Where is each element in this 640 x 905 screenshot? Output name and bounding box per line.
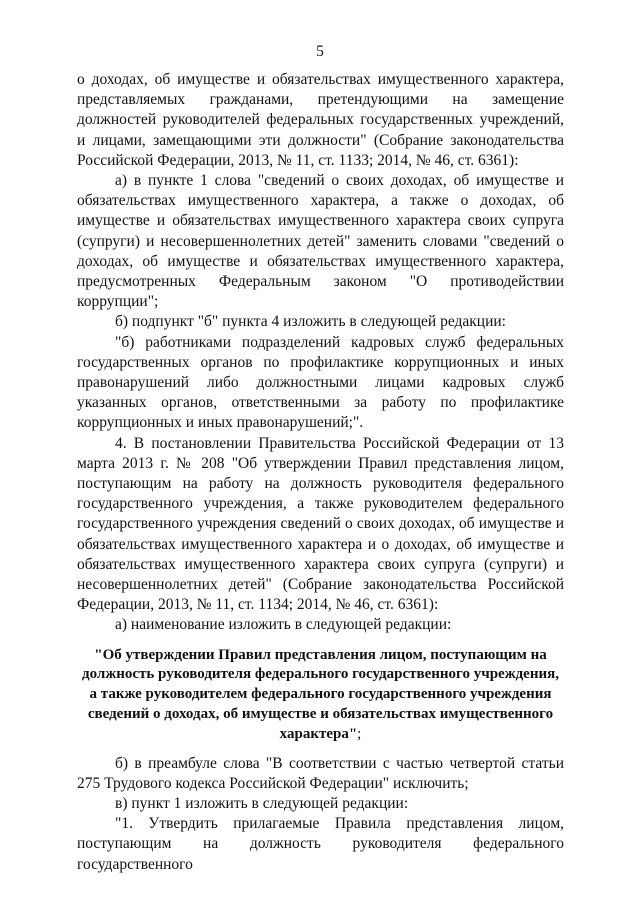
page-number: 5 (316, 43, 324, 60)
paragraph-item-a-title: а) наименование изложить в следующей редакции: (115, 616, 452, 634)
paragraph-item-b-subpoint: б) подпункт "б" пункта 4 изложить в следующей редакции: (115, 313, 506, 331)
new-title-block (77, 646, 564, 745)
new-title-text: "Об утверждении Правил представления лицом, поступающим на должность руководителя федерального государственного учреждения, а также руководителем федерального государственного учреждения сведений о доходах, об имуществе и обязательствах имущественного характера" (82, 646, 559, 742)
document-body (77, 70, 564, 875)
paragraph-item-v-point-1: в) пункт 1 изложить в следующей редакции: (115, 795, 409, 813)
paragraph-continuation: о доходах, об имуществе и обязательствах имущественного характера, представляемых гражданами, претендующими на замещение должностей руководителей федеральных государственных учреждений, и лицами, замещающими эти должности" (Собрание законодательства Российской Федерации, 2013, № 11, ст. 1133; 2014, № 46, ст. 6361): (77, 71, 564, 169)
paragraph-quoted-point-1: "1. Утвердить прилагаемые Правила представления лицом, поступающим на должность руководителя федерального государственного (77, 815, 564, 873)
paragraph-section-4: 4. В постановлении Правительства Российской Федерации от 13 марта 2013 г. № 208 "Об утверждении Правил представления лицом, поступающим на работу на должность руководителя федерального государственного учреждения, а также руководителем федерального государственного учреждения сведений о своих доходах, об имуществе и обязательствах имущественного характера и о доходах, об имуществе и обязательствах имущественного характера своих супруга (супруги) и несовершеннолетних детей" (Собрание законодательства Российской Федерации, 2013, № 11, ст. 1134; 2014, № 46, ст. 6361): (77, 434, 564, 614)
paragraph-item-b-preamble: б) в преамбуле слова "В соответствии с частью четвертой статьи 275 Трудового кодекса Российской Федерации" исключить; (77, 754, 564, 792)
new-title-punctuation: ; (357, 725, 362, 742)
paragraph-item-a-point-1: а) в пункте 1 слова "сведений о своих доходах, об имуществе и обязательствах имущественного характера, а также о доходах, об имуществе и обязательствах имущественного характера своих супруга (супруги) и несовершеннолетних детей" заменить словами "сведений о доходах, об имуществе и обязательствах имущественного характера, предусмотренных Федеральным законом "О противодействии коррупции"; (77, 172, 564, 311)
paragraph-quoted-subpoint-b: "б) работниками подразделений кадровых служб федеральных государственных органов по профилактике коррупционных и иных правонарушений либо должностными лицами кадровых служб указанных органов, ответственными за работу по профилактике коррупционных и иных правонарушений;". (77, 333, 564, 432)
